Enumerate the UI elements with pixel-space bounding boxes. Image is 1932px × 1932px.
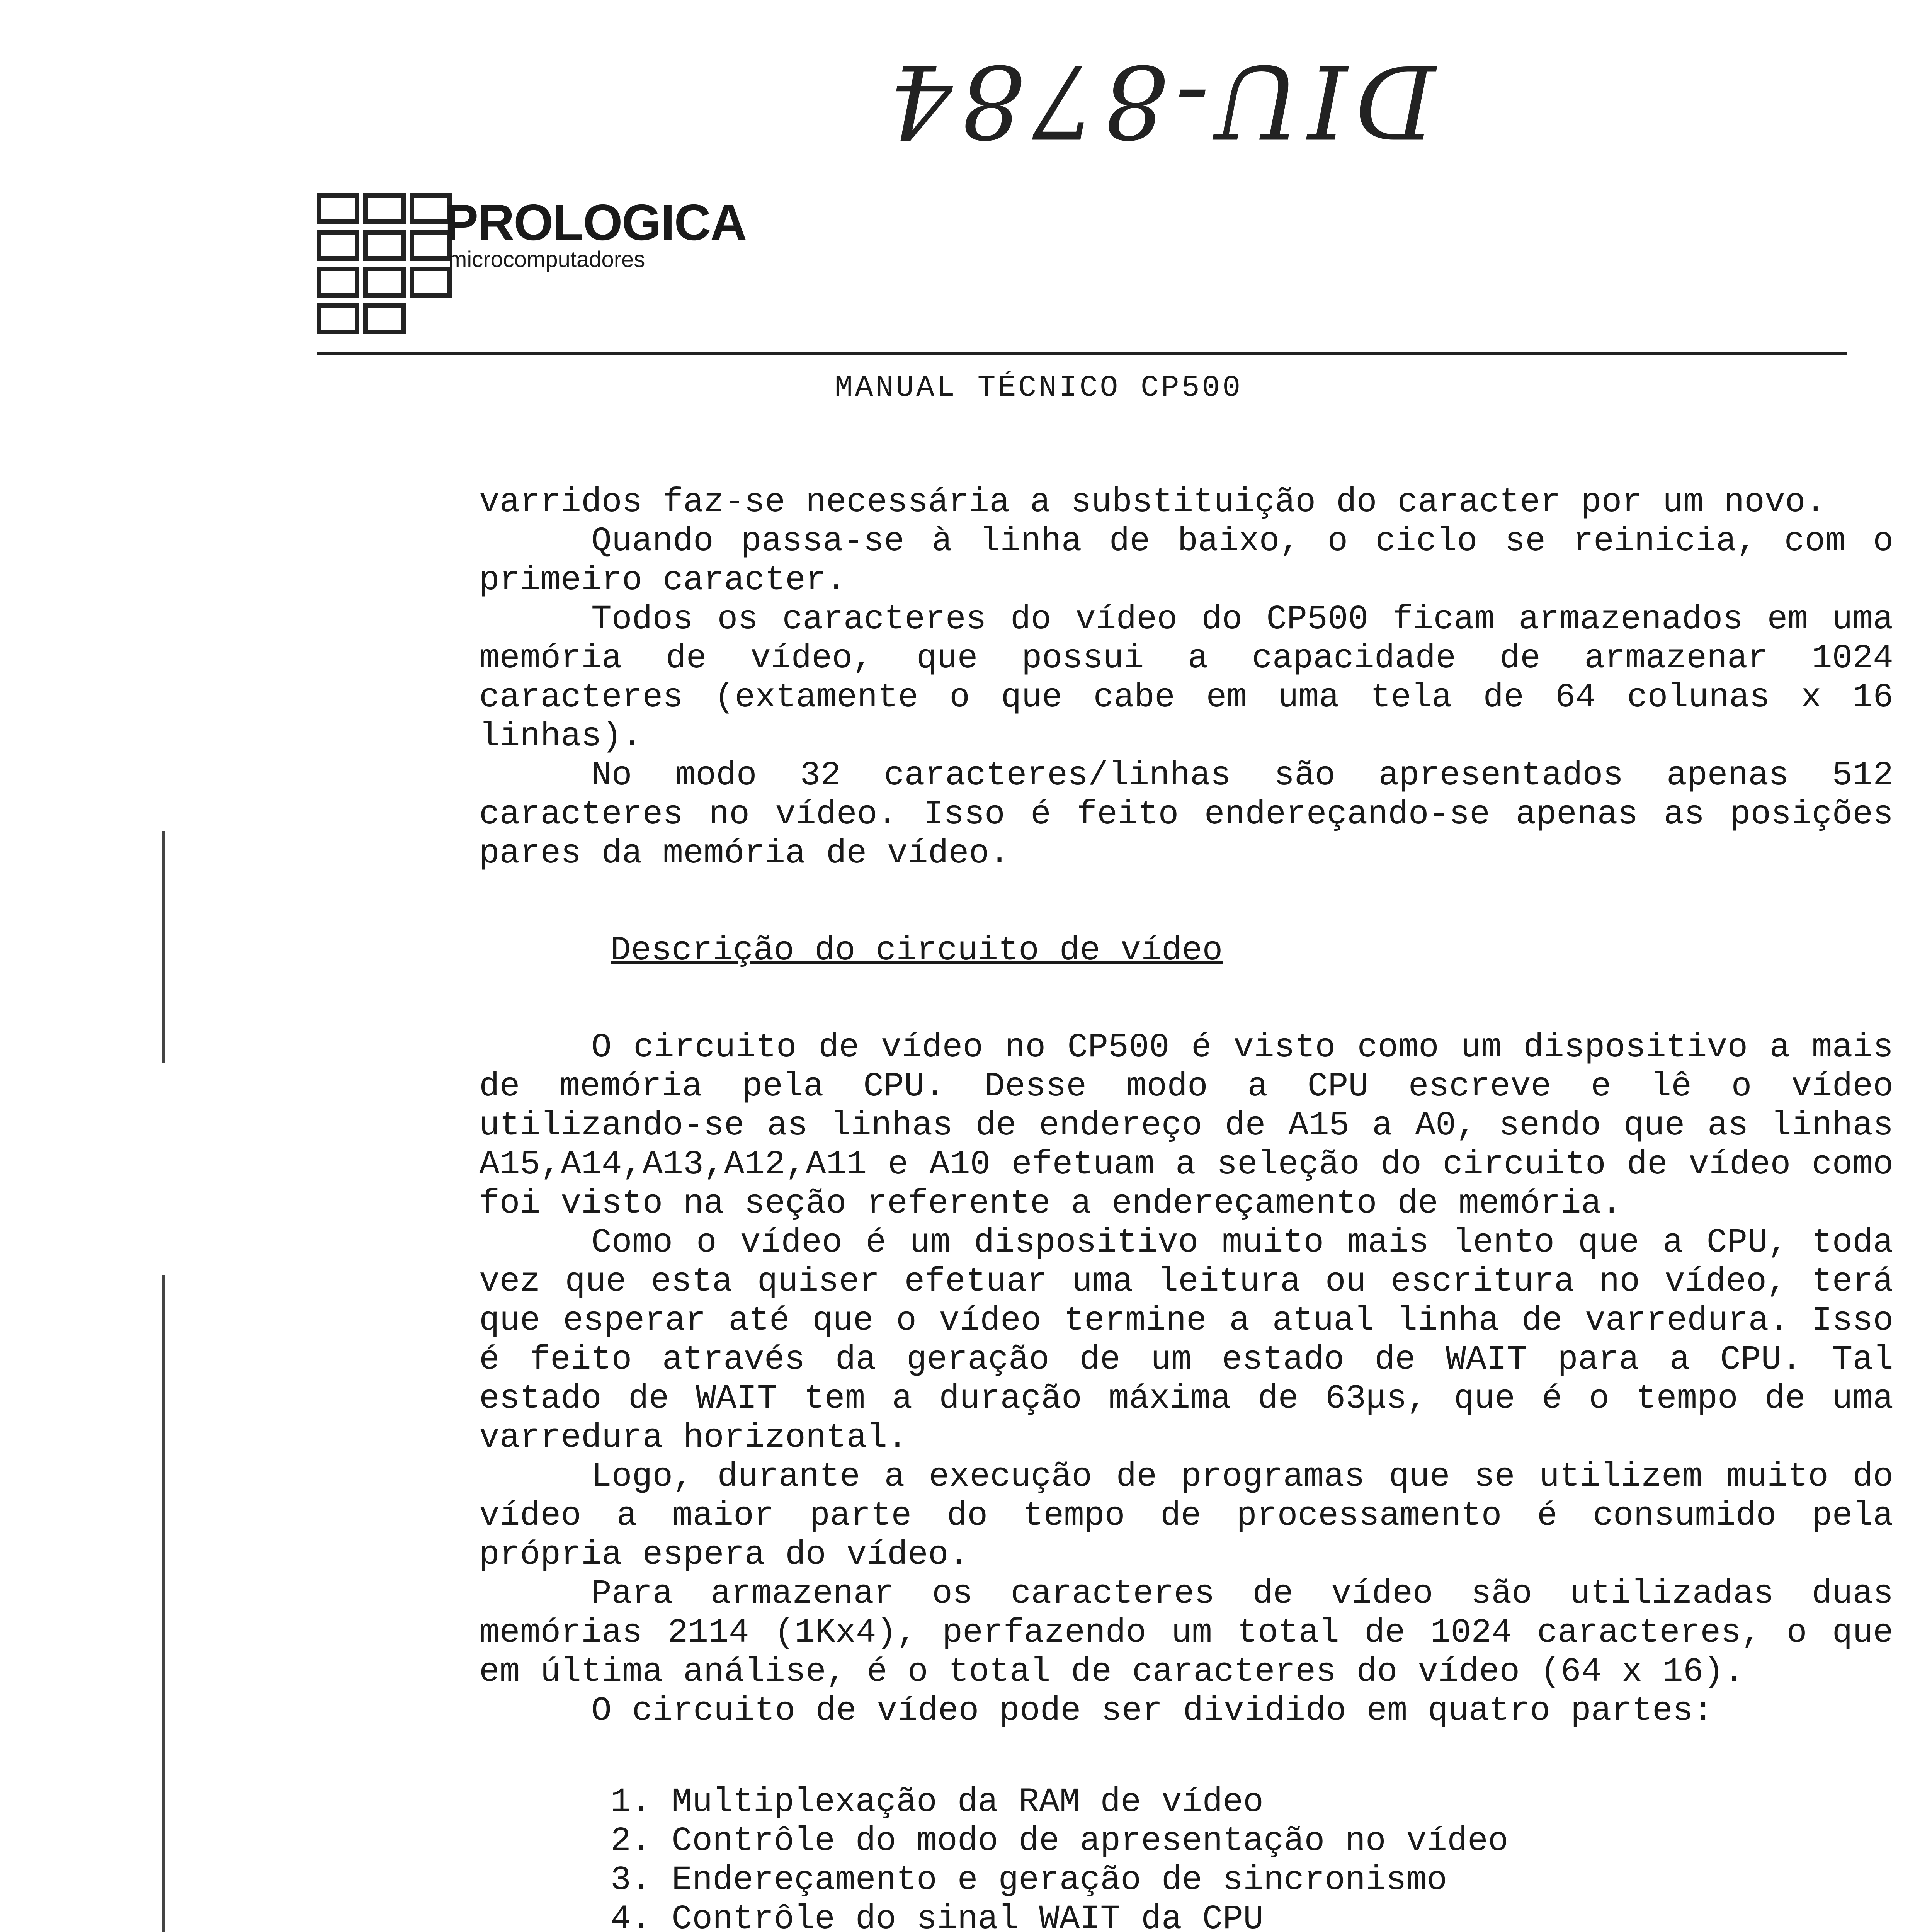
list-item: 4. Contrôle do sinal WAIT da CPU <box>611 1900 1264 1932</box>
scan-edge-mark <box>162 1275 165 1932</box>
paragraph: No modo 32 caracteres/linhas são apresentados apenas 512 caracteres no vídeo. Isso é feito endereçando-se apenas as posições pares da memória de vídeo. <box>479 757 1893 873</box>
header-rule <box>317 352 1847 355</box>
paragraph: Quando passa-se à linha de baixo, o ciclo se reinicia, com o primeiro caracter. <box>479 522 1893 600</box>
paragraph: Logo, durante a execução de programas que se utilizem muito do vídeo a maior parte do tempo de processamento é consumido pela própria espera do vídeo. <box>479 1458 1893 1574</box>
handwritten-reference-top: DIU-8784 <box>881 43 1436 159</box>
logo-subtitle: microcomputadores <box>448 247 645 272</box>
prologica-logo <box>317 193 819 355</box>
section-heading: Descrição do circuito de vídeo <box>611 932 1223 970</box>
list-item: 2. Contrôle do modo de apresentação no vídeo <box>611 1822 1509 1861</box>
paragraph: Como o vídeo é um dispositivo muito mais lento que a CPU, toda vez que esta quiser efetuar uma leitura ou escritura no vídeo, terá que esperar até que o vídeo termine a atual linha de varredura. Isso é feito através da geração de um estado de WAIT para a CPU. Tal estado de WAIT tem a duração máxima de 63μs, que é o tempo de uma varredura horizontal. <box>479 1224 1893 1457</box>
scan-edge-mark <box>162 831 165 1063</box>
video-circuit-parts-list <box>479 1783 1893 1932</box>
document-body <box>479 483 1893 1932</box>
paragraph: varridos faz-se necessária a substituição do caracter por um novo. <box>479 483 1826 522</box>
paragraph: Para armazenar os caracteres de vídeo são utilizadas duas memórias 2114 (1Kx4), perfazendo um total de 1024 caracteres, o que em última análise, é o total de caracteres do vídeo (64 x 16). <box>479 1575 1893 1691</box>
list-item: 3. Endereçamento e geração de sincronismo <box>611 1861 1447 1900</box>
paragraph: O circuito de vídeo no CP500 é visto como um dispositivo a mais de memória pela CPU. Desse modo a CPU escreve e lê o vídeo utilizando-se as linhas de endereço de A15 a A0, sendo que as linhas A15,A14,A13,A12,A11 e A10 efetuam a seleção do circuito de vídeo como foi visto na seção referente a endereçamento de memória. <box>479 1029 1893 1223</box>
paragraph: O circuito de vídeo pode ser dividido em quatro partes: <box>591 1692 1714 1730</box>
logo-name: PROLOGICA <box>444 194 747 251</box>
paragraph: Todos os caracteres do vídeo do CP500 ficam armazenados em uma memória de vídeo, que possui a capacidade de armazenar 1024 caracteres (extamente o que cabe em uma tela de 64 colunas x 16 linhas). <box>479 600 1893 756</box>
list-item: 1. Multiplexação da RAM de vídeo <box>611 1783 1264 1821</box>
page-header-title: MANUAL TÉCNICO CP500 <box>835 371 1243 405</box>
